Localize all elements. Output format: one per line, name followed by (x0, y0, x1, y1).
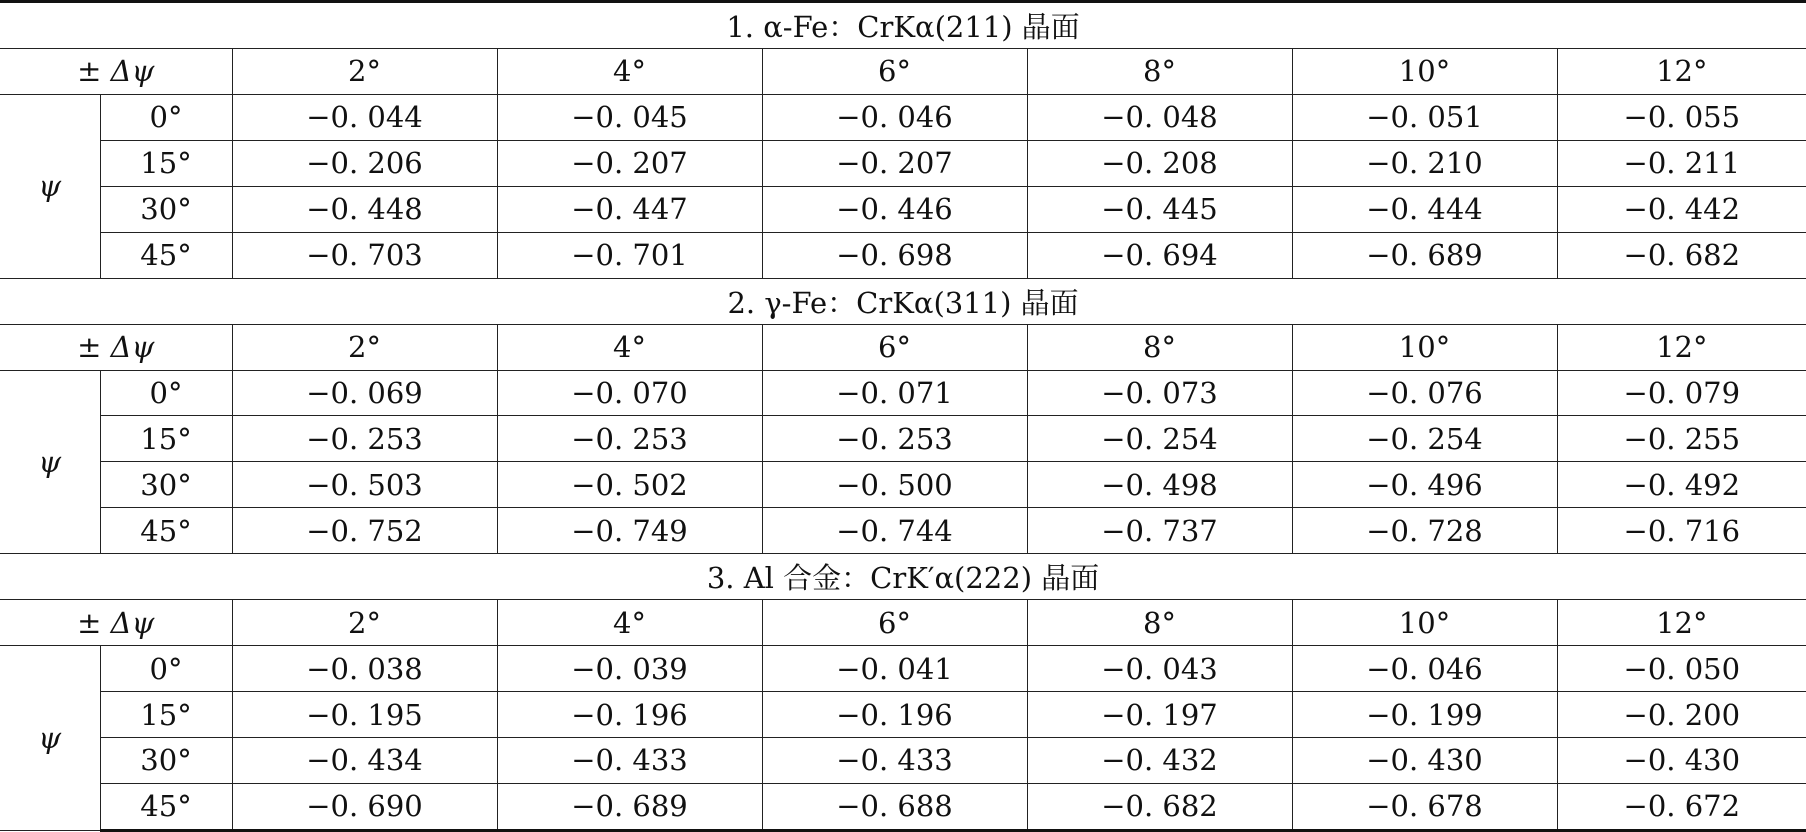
column-header: 8° (1027, 48, 1292, 94)
table-cell: −0. 434 (232, 738, 497, 784)
table-cell: −0. 678 (1292, 783, 1557, 830)
table-cell: −0. 071 (762, 370, 1027, 416)
psi-value: 45° (100, 232, 232, 278)
table-cell: −0. 728 (1292, 508, 1557, 554)
table-cell: −0. 079 (1557, 370, 1806, 416)
table-cell: −0. 445 (1027, 186, 1292, 232)
table-cell: −0. 050 (1557, 646, 1806, 692)
psi-label: ψ (0, 370, 100, 554)
section-3-header-row (0, 600, 1806, 646)
column-header: 4° (497, 48, 762, 94)
column-header: 2° (232, 600, 497, 646)
table-cell: −0. 207 (497, 140, 762, 186)
table-row (0, 140, 1806, 186)
table-cell: −0. 446 (762, 186, 1027, 232)
psi-value: 30° (100, 186, 232, 232)
table-cell: −0. 039 (497, 646, 762, 692)
table-cell: −0. 698 (762, 232, 1027, 278)
table-row (0, 94, 1806, 140)
table-cell: −0. 253 (497, 416, 762, 462)
table-cell: −0. 207 (762, 140, 1027, 186)
table-cell: −0. 046 (762, 94, 1027, 140)
table-cell: −0. 689 (497, 783, 762, 830)
table-cell: −0. 444 (1292, 186, 1557, 232)
section-2-title-row (0, 278, 1806, 324)
column-header: 10° (1292, 600, 1557, 646)
column-header: 12° (1557, 324, 1806, 370)
section-1-title-row (0, 2, 1806, 49)
table-cell: −0. 073 (1027, 370, 1292, 416)
table-cell: −0. 195 (232, 692, 497, 738)
table-cell: −0. 200 (1557, 692, 1806, 738)
table-cell: −0. 716 (1557, 508, 1806, 554)
table-cell: −0. 051 (1292, 94, 1557, 140)
column-header: 6° (762, 48, 1027, 94)
table-cell: −0. 197 (1027, 692, 1292, 738)
table-cell: −0. 737 (1027, 508, 1292, 554)
table-cell: −0. 045 (497, 94, 762, 140)
table-row (0, 370, 1806, 416)
table-cell: −0. 447 (497, 186, 762, 232)
psi-value: 30° (100, 462, 232, 508)
psi-value: 15° (100, 692, 232, 738)
table-cell: −0. 430 (1557, 738, 1806, 784)
table-cell: −0. 206 (232, 140, 497, 186)
table-row (0, 232, 1806, 278)
table-cell: −0. 055 (1557, 94, 1806, 140)
table-cell: −0. 701 (497, 232, 762, 278)
table-cell: −0. 199 (1292, 692, 1557, 738)
table-row (0, 186, 1806, 232)
column-header: 4° (497, 324, 762, 370)
table-cell: −0. 211 (1557, 140, 1806, 186)
table-cell: −0. 253 (232, 416, 497, 462)
table-row (0, 646, 1806, 692)
psi-label: ψ (0, 94, 100, 278)
table-row (0, 508, 1806, 554)
table-cell: −0. 690 (232, 783, 497, 830)
table-cell: −0. 682 (1027, 783, 1292, 830)
column-header: 6° (762, 324, 1027, 370)
section-title: 2. γ-Fe：CrKα(311) 晶面 (0, 278, 1806, 324)
table-cell: −0. 038 (232, 646, 497, 692)
table-cell: −0. 253 (762, 416, 1027, 462)
psi-value: 15° (100, 416, 232, 462)
table-cell: −0. 196 (497, 692, 762, 738)
column-header: 4° (497, 600, 762, 646)
column-header: 12° (1557, 600, 1806, 646)
delta-psi-header: ± Δψ (0, 600, 232, 646)
table-cell: −0. 070 (497, 370, 762, 416)
psi-value: 30° (100, 738, 232, 784)
section-2-header-row (0, 324, 1806, 370)
table-cell: −0. 502 (497, 462, 762, 508)
table-cell: −0. 498 (1027, 462, 1292, 508)
column-header: 2° (232, 324, 497, 370)
table-row (0, 416, 1806, 462)
table-cell: −0. 433 (762, 738, 1027, 784)
psi-label: ψ (0, 646, 100, 831)
table-cell: −0. 048 (1027, 94, 1292, 140)
psi-value: 45° (100, 783, 232, 830)
table-cell: −0. 492 (1557, 462, 1806, 508)
psi-value: 45° (100, 508, 232, 554)
table-cell: −0. 196 (762, 692, 1027, 738)
psi-value: 0° (100, 370, 232, 416)
table-cell: −0. 689 (1292, 232, 1557, 278)
section-3-title-row (0, 554, 1806, 600)
table-row (0, 783, 1806, 830)
table-cell: −0. 044 (232, 94, 497, 140)
table-cell: −0. 210 (1292, 140, 1557, 186)
table-cell: −0. 682 (1557, 232, 1806, 278)
column-header: 12° (1557, 48, 1806, 94)
psi-value: 0° (100, 646, 232, 692)
column-header: 10° (1292, 324, 1557, 370)
table-cell: −0. 254 (1027, 416, 1292, 462)
table-cell: −0. 255 (1557, 416, 1806, 462)
table-row (0, 738, 1806, 784)
table-cell: −0. 254 (1292, 416, 1557, 462)
column-header: 10° (1292, 48, 1557, 94)
section-1-header-row (0, 48, 1806, 94)
table-cell: −0. 703 (232, 232, 497, 278)
column-header: 6° (762, 600, 1027, 646)
section-title: 1. α-Fe：CrKα(211) 晶面 (0, 2, 1806, 49)
table-cell: −0. 432 (1027, 738, 1292, 784)
table-cell: −0. 694 (1027, 232, 1292, 278)
psi-value: 15° (100, 140, 232, 186)
table-cell: −0. 500 (762, 462, 1027, 508)
table-cell: −0. 076 (1292, 370, 1557, 416)
table-row (0, 692, 1806, 738)
section-title: 3. Al 合金：CrK′α(222) 晶面 (0, 554, 1806, 600)
delta-psi-header: ± Δψ (0, 324, 232, 370)
column-header: 8° (1027, 600, 1292, 646)
table-cell: −0. 744 (762, 508, 1027, 554)
table-cell: −0. 433 (497, 738, 762, 784)
column-header: 2° (232, 48, 497, 94)
table-cell: −0. 496 (1292, 462, 1557, 508)
table-cell: −0. 069 (232, 370, 497, 416)
delta-psi-header: ± Δψ (0, 48, 232, 94)
table-cell: −0. 503 (232, 462, 497, 508)
table-cell: −0. 043 (1027, 646, 1292, 692)
table-cell: −0. 749 (497, 508, 762, 554)
table-cell: −0. 752 (232, 508, 497, 554)
table-cell: −0. 430 (1292, 738, 1557, 784)
table-cell: −0. 688 (762, 783, 1027, 830)
table-row (0, 462, 1806, 508)
table-cell: −0. 442 (1557, 186, 1806, 232)
table-cell: −0. 041 (762, 646, 1027, 692)
table-cell: −0. 672 (1557, 783, 1806, 830)
table-cell: −0. 208 (1027, 140, 1292, 186)
table-cell: −0. 448 (232, 186, 497, 232)
table-cell: −0. 046 (1292, 646, 1557, 692)
psi-value: 0° (100, 94, 232, 140)
column-header: 8° (1027, 324, 1292, 370)
